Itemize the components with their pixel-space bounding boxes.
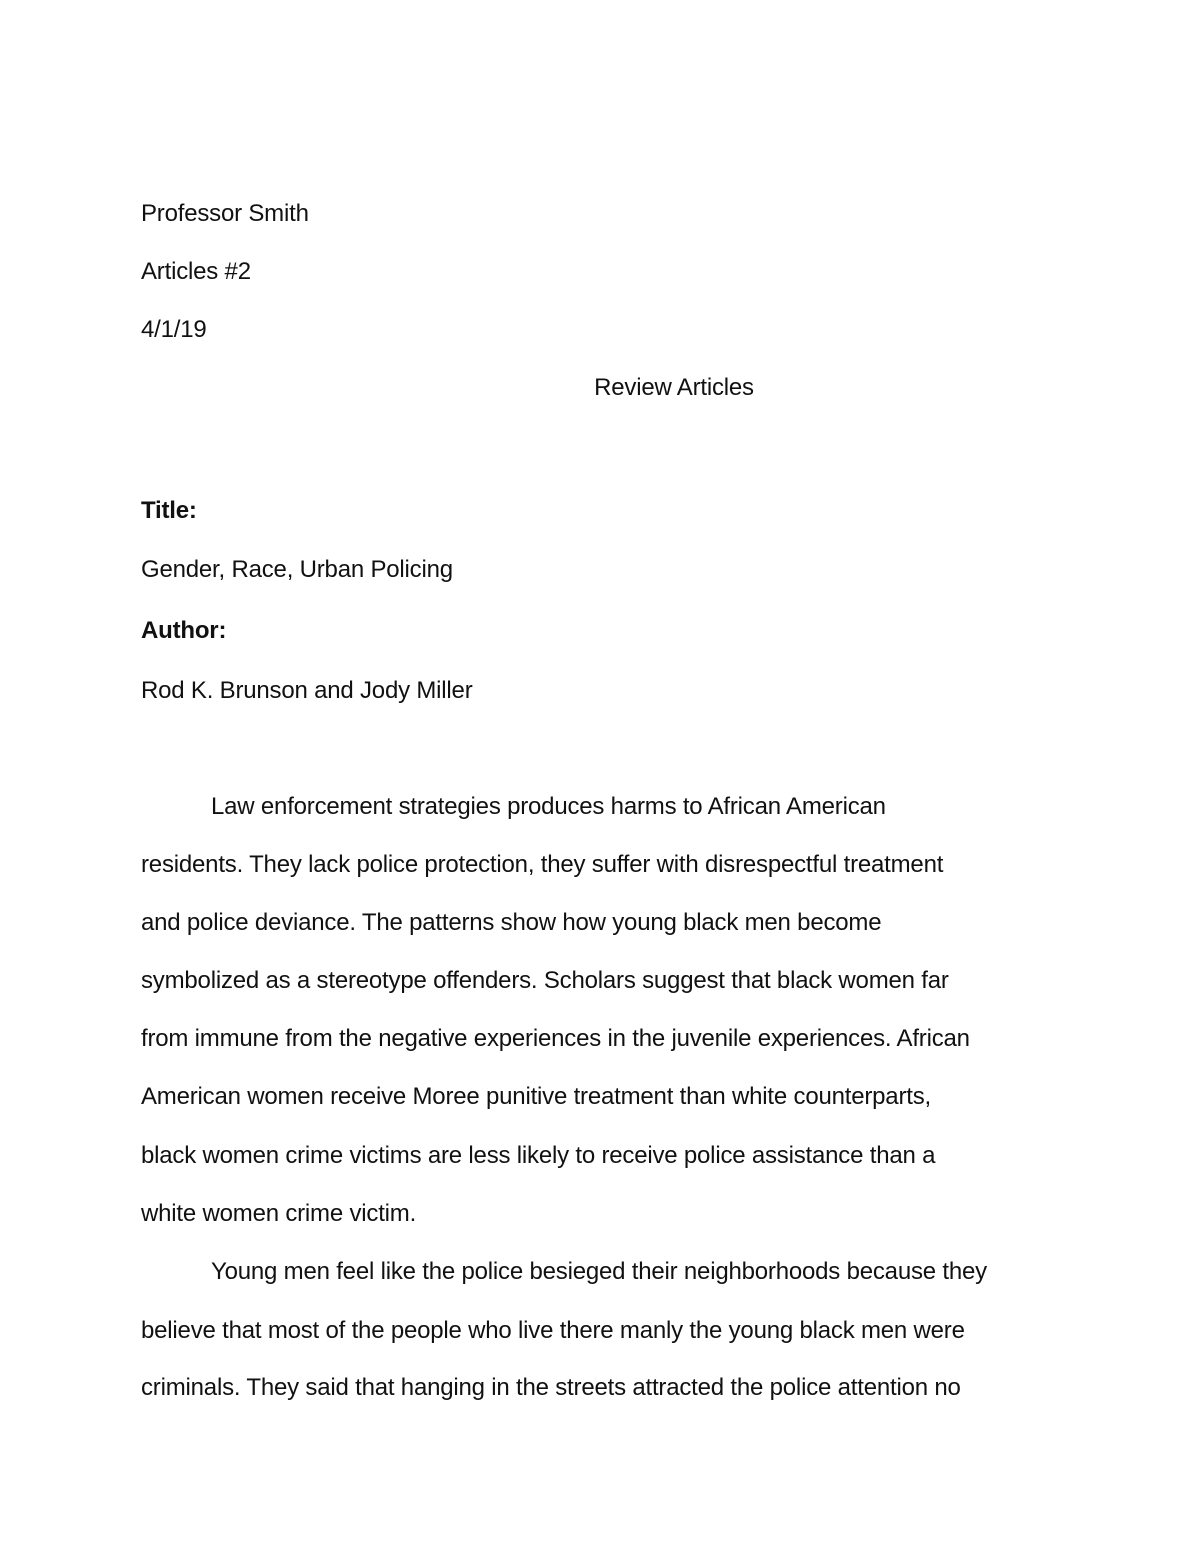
body-line: from immune from the negative experiences in the juvenile experiences. African <box>141 1025 970 1052</box>
body-line: symbolized as a stereotype offenders. Scholars suggest that black women far <box>141 967 949 994</box>
assignment-label: Articles #2 <box>141 258 251 285</box>
body-line: and police deviance. The patterns show how young black men become <box>141 909 882 936</box>
body-line: residents. They lack police protection, they suffer with disrespectful treatment <box>141 851 944 878</box>
body-line: Young men feel like the police besieged their neighborhoods because they <box>211 1258 987 1285</box>
document-title: Review Articles <box>594 374 754 401</box>
body-line: believe that most of the people who live there manly the young black men were <box>141 1317 965 1344</box>
author-label: Author: <box>141 617 227 644</box>
instructor-name: Professor Smith <box>141 200 309 227</box>
title-label: Title: <box>141 497 197 524</box>
body-line: white women crime victim. <box>141 1200 417 1227</box>
body-line: criminals. They said that hanging in the streets attracted the police attention no <box>141 1374 961 1401</box>
body-line: Law enforcement strategies produces harms to African American <box>211 793 886 820</box>
body-line: American women receive Moree punitive treatment than white counterparts, <box>141 1083 931 1110</box>
article-title: Gender, Race, Urban Policing <box>141 556 453 583</box>
article-authors: Rod K. Brunson and Jody Miller <box>141 677 473 704</box>
date-line: 4/1/19 <box>141 316 207 343</box>
body-line: black women crime victims are less likely to receive police assistance than a <box>141 1142 936 1169</box>
